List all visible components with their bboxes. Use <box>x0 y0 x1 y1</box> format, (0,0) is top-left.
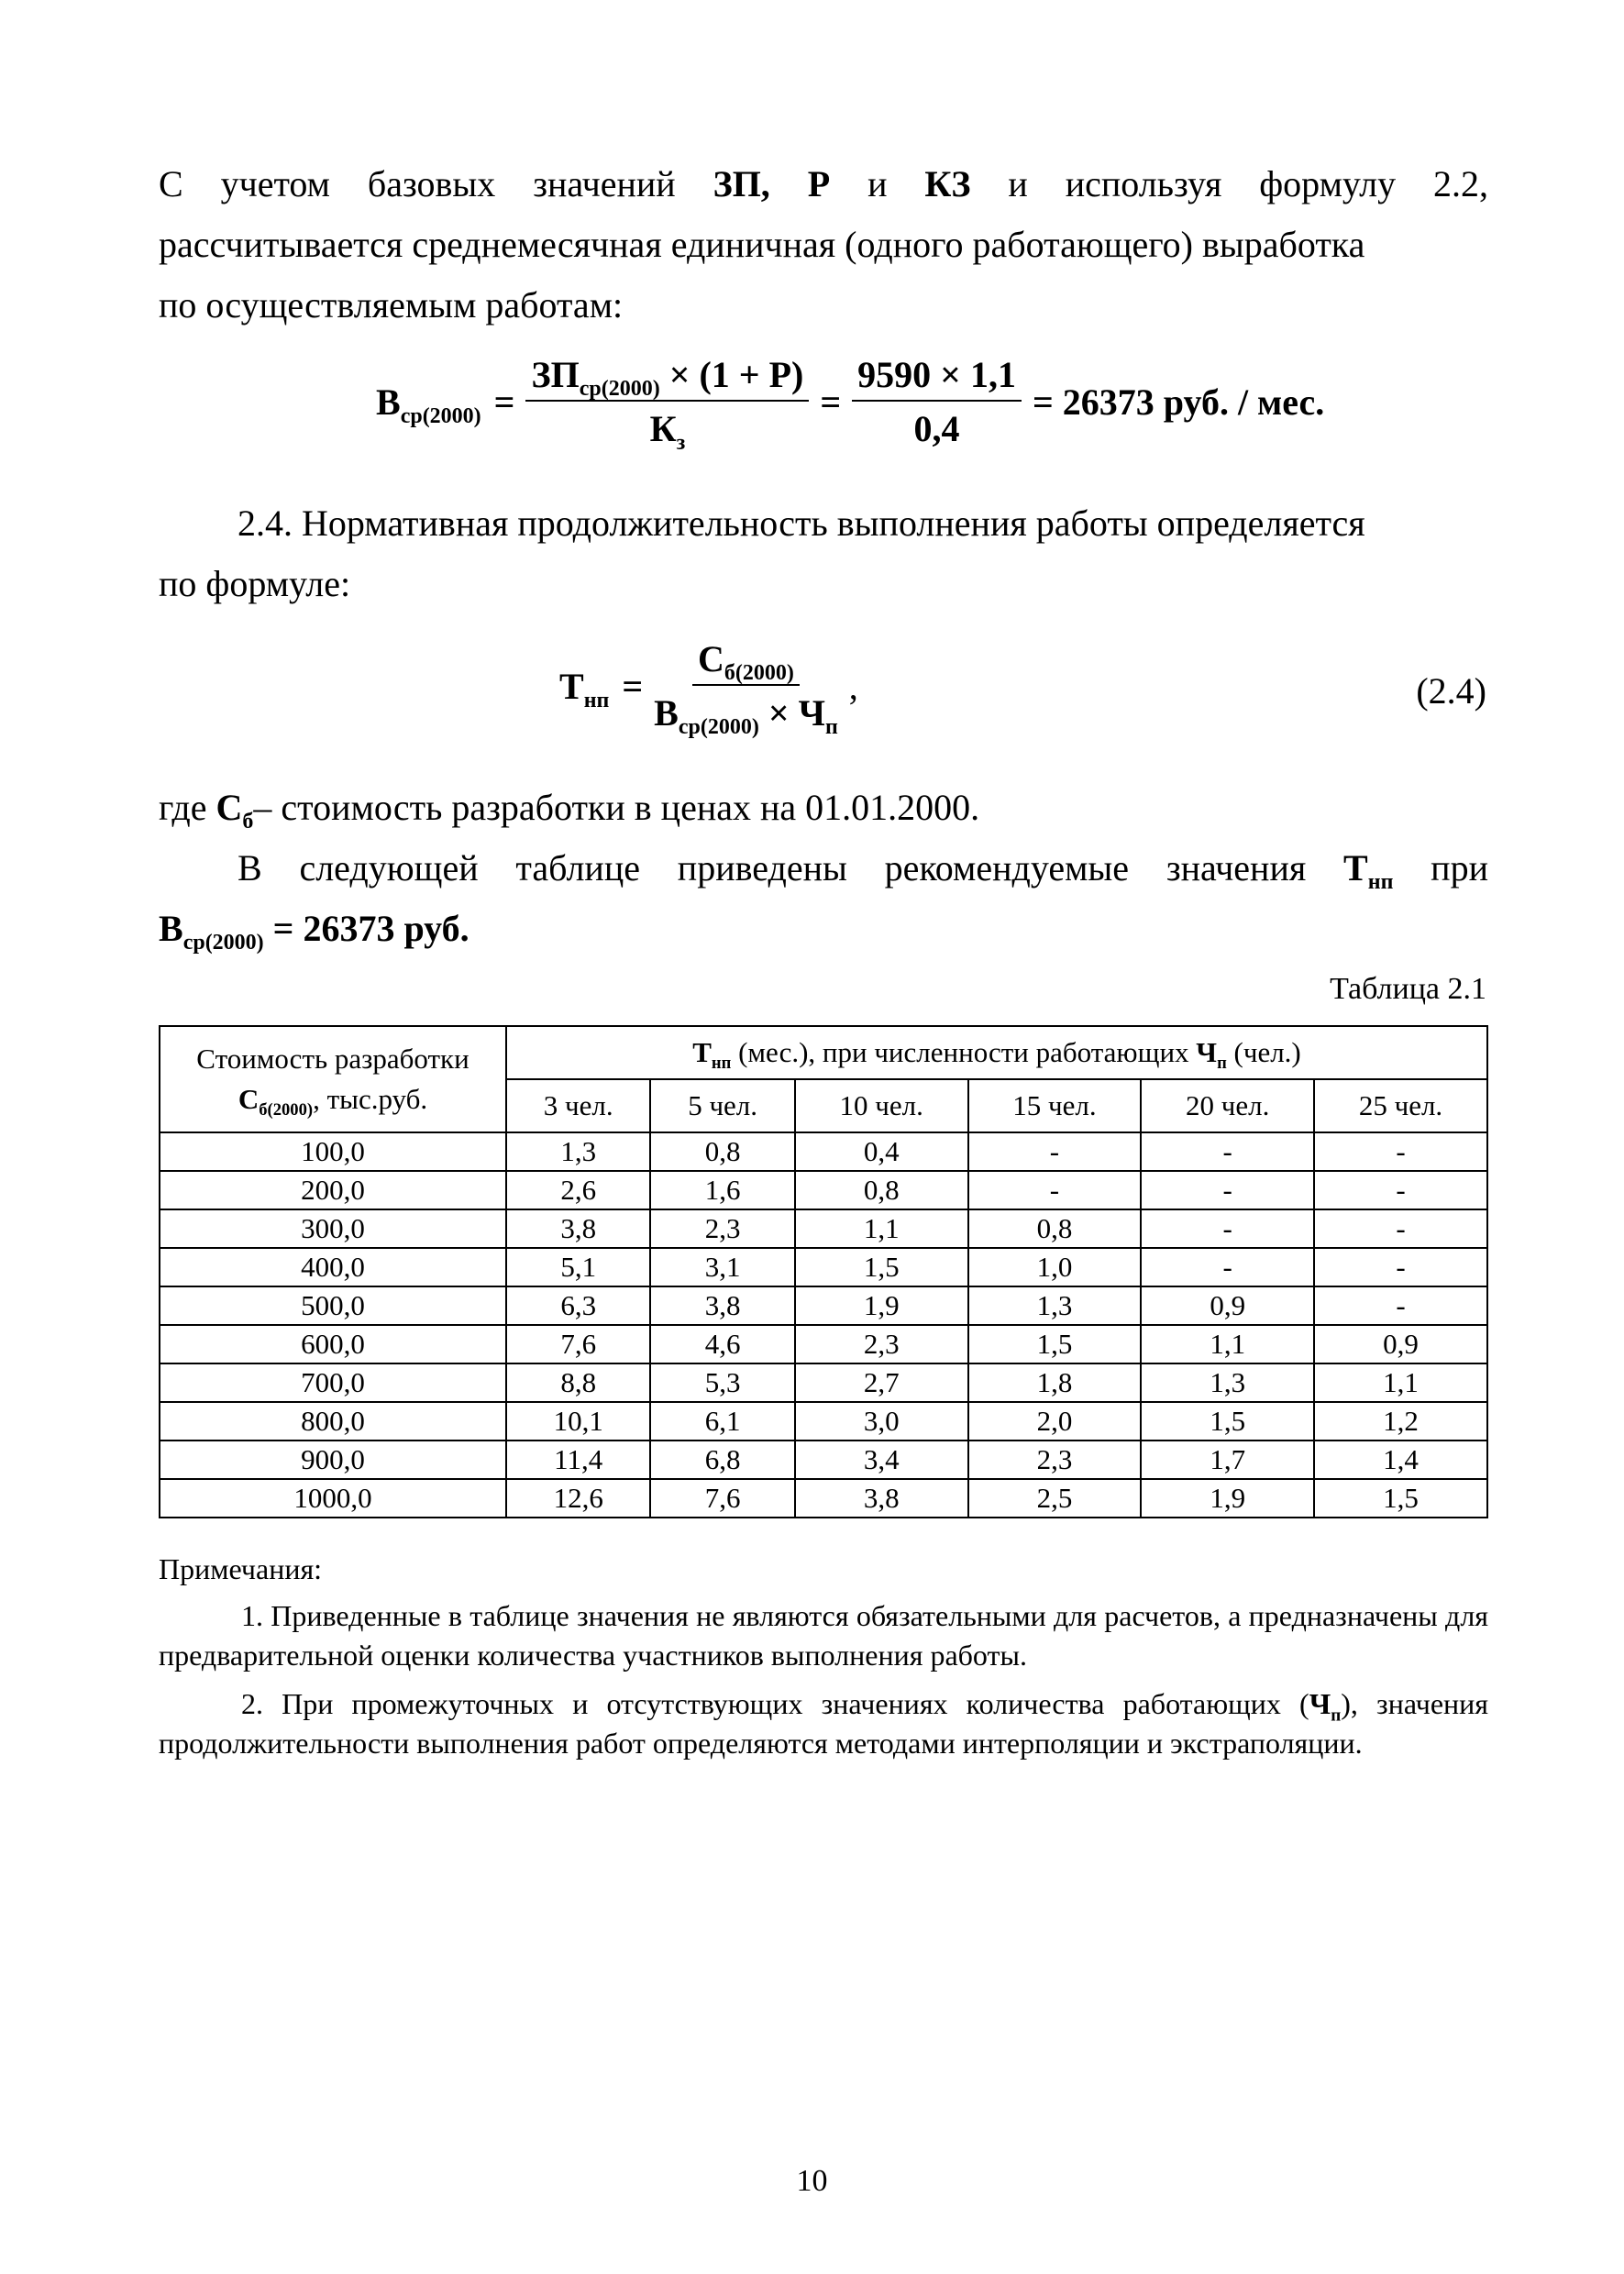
cost-cell: 200,0 <box>160 1171 506 1209</box>
section-2-4-line-2: по формуле: <box>159 563 351 604</box>
duration-cell: 0,8 <box>650 1132 794 1171</box>
word: учетом <box>220 163 330 204</box>
duration-cell: 1,1 <box>795 1209 968 1248</box>
duration-cell: 6,1 <box>650 1402 794 1441</box>
duration-cell: 0,9 <box>1314 1325 1487 1363</box>
col-header-group: $Т_{нп}$ (мес.), при численности работающих $Ч_п$ (чел.) <box>506 1026 1487 1079</box>
duration-cell: 2,7 <box>795 1363 968 1402</box>
cost-cell: 100,0 <box>160 1132 506 1171</box>
table-intro-paragraph <box>159 838 1488 959</box>
word: рекомендуемые <box>884 847 1130 889</box>
table-row <box>160 1363 1487 1402</box>
cost-cell: 300,0 <box>160 1209 506 1248</box>
duration-cell: 4,6 <box>650 1325 794 1363</box>
duration-cell: 5,3 <box>650 1363 794 1402</box>
col-header: 20 чел. <box>1141 1079 1314 1132</box>
duration-cell: 8,8 <box>506 1363 650 1402</box>
word: формулу <box>1259 163 1397 204</box>
word: таблице <box>515 847 640 889</box>
col-header: 25 чел. <box>1314 1079 1487 1132</box>
table-intro-line-1 <box>159 838 1488 899</box>
intro-paragraph <box>159 154 1488 336</box>
formula-fraction-2 <box>852 353 1022 450</box>
formula-lhs: $Т_{нп}$ <box>559 665 610 712</box>
duration-cell: 3,1 <box>650 1248 794 1286</box>
equals-sign: = <box>622 665 644 707</box>
table-row <box>160 1402 1487 1441</box>
duration-cell: 1,5 <box>795 1248 968 1286</box>
col-header: 5 чел. <box>650 1079 794 1132</box>
note-item: 1. Приведенные в таблице значения не являются обязательными для расчетов, а предназначены для предварительной оценки количества участников выполнения работы. <box>159 1599 1488 1672</box>
cost-cell: 700,0 <box>160 1363 506 1402</box>
duration-cell: 2,5 <box>968 1479 1142 1518</box>
symbol-kz: КЗ <box>924 163 971 204</box>
duration-cell: 1,5 <box>1314 1479 1487 1518</box>
duration-table <box>159 1025 1488 1518</box>
duration-cell: - <box>1141 1132 1314 1171</box>
fraction-numerator: 9590 × 1,1 <box>852 353 1022 402</box>
duration-cell: 3,0 <box>795 1402 968 1441</box>
duration-cell: - <box>1314 1248 1487 1286</box>
word: и <box>867 163 888 204</box>
word: значения <box>1166 847 1307 889</box>
table-row <box>160 1325 1487 1363</box>
duration-cell: 3,8 <box>795 1479 968 1518</box>
duration-cell: 6,8 <box>650 1441 794 1479</box>
section-2-4-line-1: 2.4. Нормативная продолжительность выполнения работы определяется <box>238 502 1365 544</box>
formula-duration <box>559 637 858 739</box>
duration-cell: 1,6 <box>650 1171 794 1209</box>
duration-cell: 7,6 <box>650 1479 794 1518</box>
word: приведены <box>677 847 847 889</box>
duration-cell: - <box>968 1171 1142 1209</box>
table-row <box>160 1209 1487 1248</box>
duration-cell: 12,6 <box>506 1479 650 1518</box>
duration-cell: - <box>1314 1286 1487 1325</box>
fraction-denominator: $В_{ср(2000)} \times Ч_п$ <box>654 692 838 739</box>
duration-cell: - <box>1141 1248 1314 1286</box>
formula-fraction <box>654 637 838 739</box>
duration-cell: - <box>968 1132 1142 1171</box>
equals-sign: = <box>820 381 842 423</box>
duration-cell: - <box>1314 1132 1487 1171</box>
duration-cell: 0,8 <box>795 1171 968 1209</box>
formula-lhs: $В_{ср(2000)}$ <box>376 381 481 428</box>
table-row <box>160 1171 1487 1209</box>
duration-cell: 3,4 <box>795 1441 968 1479</box>
duration-cell: 0,8 <box>968 1209 1142 1248</box>
where-line: где $С_б-$ стоимость разработки в ценах на 01.01.2000. <box>159 787 980 833</box>
duration-cell: 1,0 <box>968 1248 1142 1286</box>
duration-cell: 10,1 <box>506 1402 650 1441</box>
duration-cell: 1,1 <box>1141 1325 1314 1363</box>
duration-cell: 2,0 <box>968 1402 1142 1441</box>
duration-cell: 1,5 <box>1141 1402 1314 1441</box>
cost-cell: 500,0 <box>160 1286 506 1325</box>
symbol-cb: $С_б$ <box>215 787 254 833</box>
word: С <box>159 163 183 204</box>
table-row <box>160 1286 1487 1325</box>
section-2-4-paragraph <box>159 493 1488 614</box>
duration-cell: - <box>1314 1171 1487 1209</box>
notes-title: Примечания: <box>159 1552 323 1585</box>
table-row <box>160 1248 1487 1286</box>
equals-sign: = <box>493 381 515 423</box>
comma: , <box>848 665 858 707</box>
duration-cell: 5,1 <box>506 1248 650 1286</box>
duration-cell: 2,3 <box>650 1209 794 1248</box>
table-caption: Таблица 2.1 <box>1330 972 1486 1006</box>
cost-cell: 600,0 <box>160 1325 506 1363</box>
table-row <box>160 1441 1487 1479</box>
duration-cell: 1,9 <box>1141 1479 1314 1518</box>
col-header: 3 чел. <box>506 1079 650 1132</box>
duration-cell: 3,8 <box>506 1209 650 1248</box>
duration-cell: 0,9 <box>1141 1286 1314 1325</box>
symbol-tnp: $Т_{нп}$ <box>1343 847 1394 894</box>
equation-number: (2.4) <box>1416 670 1486 712</box>
formula-fraction-1 <box>525 353 809 455</box>
word: базовых <box>367 163 496 204</box>
duration-cell: 11,4 <box>506 1441 650 1479</box>
duration-cell: - <box>1314 1209 1487 1248</box>
formula-output <box>376 353 1325 455</box>
word: и <box>1008 163 1028 204</box>
table-row <box>160 1479 1487 1518</box>
intro-line-2: рассчитывается среднемесячная единичная (одного работающего) выработка <box>159 224 1365 265</box>
note-item: 2. При промежуточных и отсутствующих значениях количества работающих $(Ч_п)$, значения продолжительности выполнения работ определяются методами интерполяции и экстраполяции. <box>159 1687 1489 1760</box>
page-number: 10 <box>796 2164 828 2198</box>
duration-cell: 7,6 <box>506 1325 650 1363</box>
duration-cell: 2,3 <box>795 1325 968 1363</box>
duration-cell: 0,4 <box>795 1132 968 1171</box>
duration-cell: - <box>1141 1171 1314 1209</box>
duration-cell: 3,8 <box>650 1286 794 1325</box>
table-intro-line-2: $В_{ср(2000)} = 26373$ руб. <box>159 908 470 955</box>
duration-cell: 1,3 <box>506 1132 650 1171</box>
word: В <box>238 847 262 889</box>
formula-result: = 26373 руб. / мес. <box>1032 381 1325 423</box>
cost-cell: 800,0 <box>160 1402 506 1441</box>
col-header: 15 чел. <box>968 1079 1142 1132</box>
symbol-r: Р <box>807 163 831 204</box>
duration-cell: 1,8 <box>968 1363 1142 1402</box>
fraction-numerator: $С_{б(2000)}$ <box>692 637 800 686</box>
duration-cell: 1,5 <box>968 1325 1142 1363</box>
fraction-numerator: $ЗП_{ср(2000)} \times (1 + Р)$ <box>525 353 809 402</box>
duration-cell: 1,2 <box>1314 1402 1487 1441</box>
word: 2.2, <box>1432 163 1488 204</box>
table-row <box>160 1132 1487 1171</box>
duration-cell: 1,3 <box>1141 1363 1314 1402</box>
word: следующей <box>299 847 479 889</box>
duration-cell: - <box>1141 1209 1314 1248</box>
duration-cell: 1,3 <box>968 1286 1142 1325</box>
word: при <box>1431 847 1488 889</box>
intro-line-1 <box>159 154 1488 215</box>
duration-cell: 1,1 <box>1314 1363 1487 1402</box>
col-header-cost: Стоимость разработки $С_{б(2000)}$, тыс.руб. <box>160 1026 506 1132</box>
duration-cell: 6,3 <box>506 1286 650 1325</box>
duration-cell: 1,7 <box>1141 1441 1314 1479</box>
word: используя <box>1065 163 1222 204</box>
fraction-denominator: $К_з$ <box>649 408 686 455</box>
duration-cell: 1,9 <box>795 1286 968 1325</box>
col-header: 10 чел. <box>795 1079 968 1132</box>
notes-section <box>159 1550 1488 1772</box>
cost-cell: 1000,0 <box>160 1479 506 1518</box>
cost-cell: 400,0 <box>160 1248 506 1286</box>
cost-cell: 900,0 <box>160 1441 506 1479</box>
duration-cell: 2,3 <box>968 1441 1142 1479</box>
word: значений <box>533 163 676 204</box>
duration-cell: 1,4 <box>1314 1441 1487 1479</box>
intro-line-3: по осуществляемым работам: <box>159 284 624 326</box>
table-header-row <box>160 1026 1487 1079</box>
fraction-denominator: 0,4 <box>913 408 960 449</box>
duration-cell: 2,6 <box>506 1171 650 1209</box>
symbol-zp: ЗП, <box>713 163 770 204</box>
